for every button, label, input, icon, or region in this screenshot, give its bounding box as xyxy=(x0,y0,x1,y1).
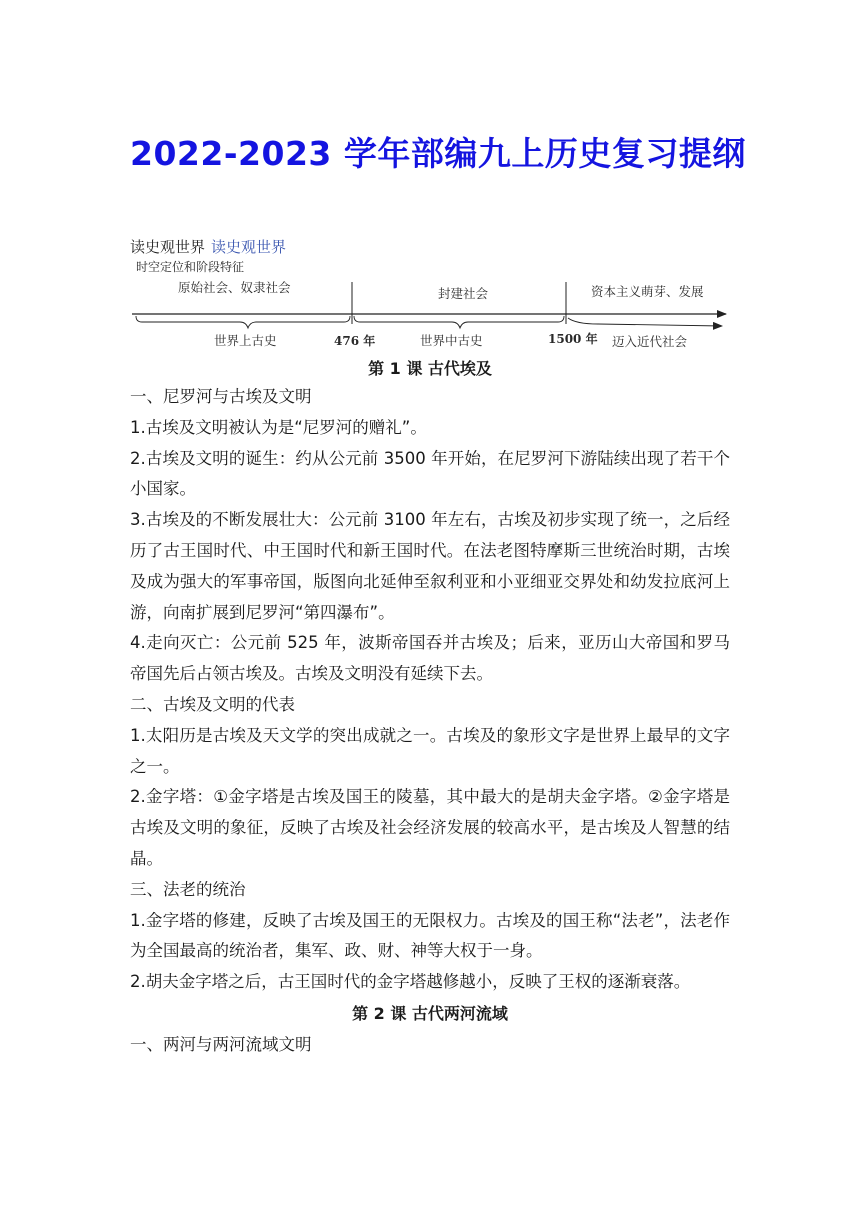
timeline-label-medieval: 世界中古史 xyxy=(420,333,483,348)
document-title: 2022-2023 学年部编九上历史复习提纲 xyxy=(130,134,746,173)
section-heading: 一、两河与两河流域文明 xyxy=(130,1034,312,1054)
section-heading: 二、古埃及文明的代表 xyxy=(130,694,295,714)
timeline-label-feudal: 封建社会 xyxy=(438,286,489,301)
timeline-subtitle: 时空定位和阶段特征 xyxy=(136,260,245,274)
reading-header-label: 读史观世界 xyxy=(130,238,206,256)
document-body xyxy=(130,356,730,1061)
modern-arrow xyxy=(568,318,722,326)
paragraph: 2.胡夫金字塔之后，古王国时代的金字塔越修越小，反映了王权的逐渐衰落。 xyxy=(130,972,691,992)
section-heading: 一、尼罗河与古埃及文明 xyxy=(130,387,312,406)
timeline-label-ancient: 世界上古史 xyxy=(214,333,277,348)
lesson-2-heading: 第 2 课 古代两河流域 xyxy=(352,1003,508,1023)
paragraph: 4.走向灭亡：公元前 525 年，波斯帝国吞并古埃及；后来，亚历山大帝国和罗马帝国先后占领古埃及。古埃及文明没有延续下去。 xyxy=(130,633,730,684)
section-heading: 三、法老的统治 xyxy=(130,879,246,899)
timeline-label-476: 476 年 xyxy=(334,334,376,348)
paragraph: 3.古埃及的不断发展壮大：公元前 3100 年左右，古埃及初步实现了统一，之后经历了古王国时代、中王国时代和新王国时代。在法老图特摩斯三世统治时期，古埃及成为强大的军事帝国，版图向北延伸至叙利亚和小亚细亚交界处和幼发拉底河上游，向南扩展到尼罗河“第四瀑布”。 xyxy=(130,510,730,622)
paragraph: 1.太阳历是古埃及天文学的突出成就之一。古埃及的象形文字是世界上最早的文字之一。 xyxy=(130,725,730,776)
timeline-label-capitalism: 资本主义萌芽、发展 xyxy=(591,284,704,299)
reading-header xyxy=(130,236,286,257)
paragraph: 1.金字塔的修建，反映了古埃及国王的无限权力。古埃及的国王称“法老”，法老作为全国最高的统治者，集军、政、财、神等大权于一身。 xyxy=(130,910,730,961)
reading-header-label-blue: 读史观世界 xyxy=(211,238,287,256)
timeline-label-1500: 1500 年 xyxy=(548,332,598,346)
brace-medieval xyxy=(354,316,564,328)
brace-ancient xyxy=(136,316,350,328)
timeline-label-modern: 迈入近代社会 xyxy=(612,334,688,349)
paragraph: 2.古埃及文明的诞生：约从公元前 3500 年开始，在尼罗河下游陆续出现了若干个小国家。 xyxy=(130,448,730,499)
history-timeline xyxy=(128,258,738,356)
paragraph: 1.古埃及文明被认为是“尼罗河的赠礼”。 xyxy=(130,417,427,437)
timeline-label-primitive-slave: 原始社会、奴隶社会 xyxy=(178,280,291,295)
lesson-1-heading: 第 1 课 古代埃及 xyxy=(368,359,492,378)
paragraph: 2.金字塔：①金字塔是古埃及国王的陵墓，其中最大的是胡夫金字塔。②金字塔是古埃及文明的象征，反映了古埃及社会经济发展的较高水平，是古埃及人智慧的结晶。 xyxy=(130,787,730,868)
